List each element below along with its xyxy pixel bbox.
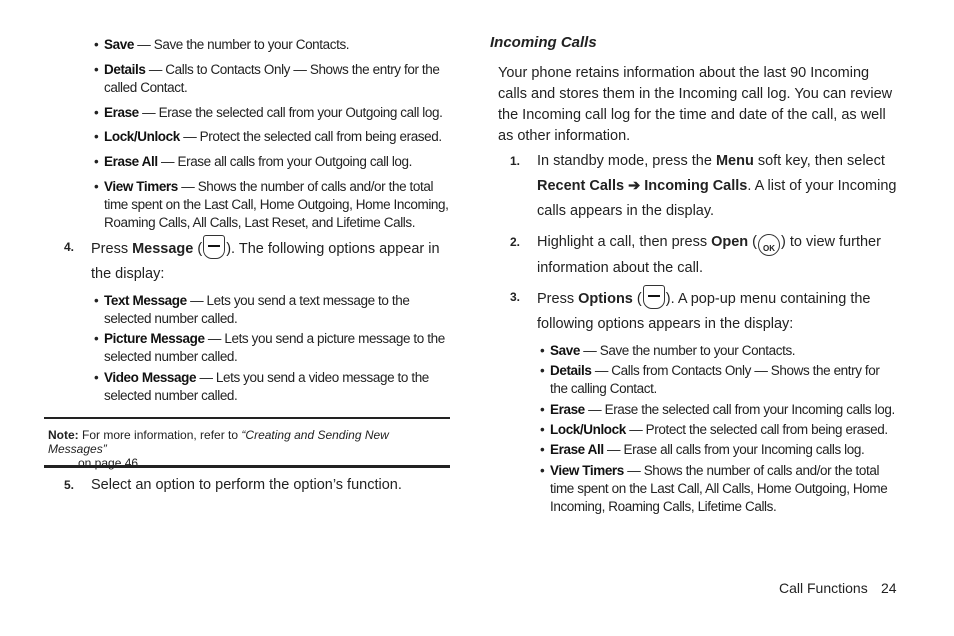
- list-item: • Erase — Erase the selected call from your Incoming calls log.: [540, 402, 895, 417]
- step-3: 3. Press Options ( ). A pop-up menu containing the following options appears in the display:: [537, 285, 907, 337]
- footer-section-title: Call Functions: [779, 580, 868, 596]
- list-item: • Lock/Unlock — Protect the selected call from being erased.: [540, 422, 888, 437]
- list-item: • Save — Save the number to your Contacts.: [540, 343, 796, 358]
- list-item: • Video Message — Lets you send a video message to the selected number called.: [94, 370, 429, 403]
- ok-key-icon: OK: [758, 234, 780, 256]
- list-item: • Details — Calls from Contacts Only — Shows the entry for the calling Contact.: [540, 363, 880, 396]
- note-box: Note: For more information, refer to “Creating and Sending New Messages” on page 46.: [44, 417, 450, 468]
- list-item: • Details — Calls to Contacts Only — Shows the entry for the called Contact.: [94, 62, 440, 95]
- step-4: 4. Press Message ( ). The following options appear in the display:: [91, 235, 451, 287]
- step-2: 2. Highlight a call, then press Open ( OK ) to view further information about the call.: [510, 234, 881, 276]
- page-number: 24: [881, 580, 897, 596]
- section-heading: Incoming Calls: [490, 34, 597, 51]
- softkey-icon: [643, 285, 665, 309]
- list-item: • View Timers — Shows the number of calls and/or the total time spent on the Last Call, Home Outgoing, Home Incoming, Roaming Calls, All Calls, Last Reset, and Lifetime Calls.: [94, 179, 449, 230]
- list-item: • Lock/Unlock — Protect the selected call from being erased.: [94, 129, 442, 144]
- list-item: • Erase All — Erase all calls from your Outgoing call log.: [94, 154, 412, 169]
- list-item: • Text Message — Lets you send a text message to the selected number called.: [94, 293, 410, 326]
- list-item: • Erase — Erase the selected call from your Outgoing call log.: [94, 105, 443, 120]
- list-item: • Save — Save the number to your Contacts.: [94, 37, 350, 52]
- list-item: • Erase All — Erase all calls from your Incoming calls log.: [540, 442, 865, 457]
- step-5: 5. Select an option to perform the option’s function.: [64, 477, 402, 493]
- step-1: 1. In standby mode, press the Menu soft key, then select Recent Calls ➔ Incoming Calls. A list of your Incoming calls appears in the display.: [510, 153, 897, 219]
- intro-paragraph: Your phone retains information about the last 90 Incoming calls and stores them in the Incoming call log. You can review the Incoming call log for the time and date of the call, as well as other information.: [498, 65, 893, 144]
- softkey-icon: [203, 235, 225, 259]
- list-item: • Picture Message — Lets you send a picture message to the selected number called.: [94, 331, 445, 364]
- list-item: • View Timers — Shows the number of calls and/or the total time spent on the Last Call, All Calls, Home Outgoing, Home Incoming, Roaming Calls, Lifetime Calls.: [540, 463, 888, 514]
